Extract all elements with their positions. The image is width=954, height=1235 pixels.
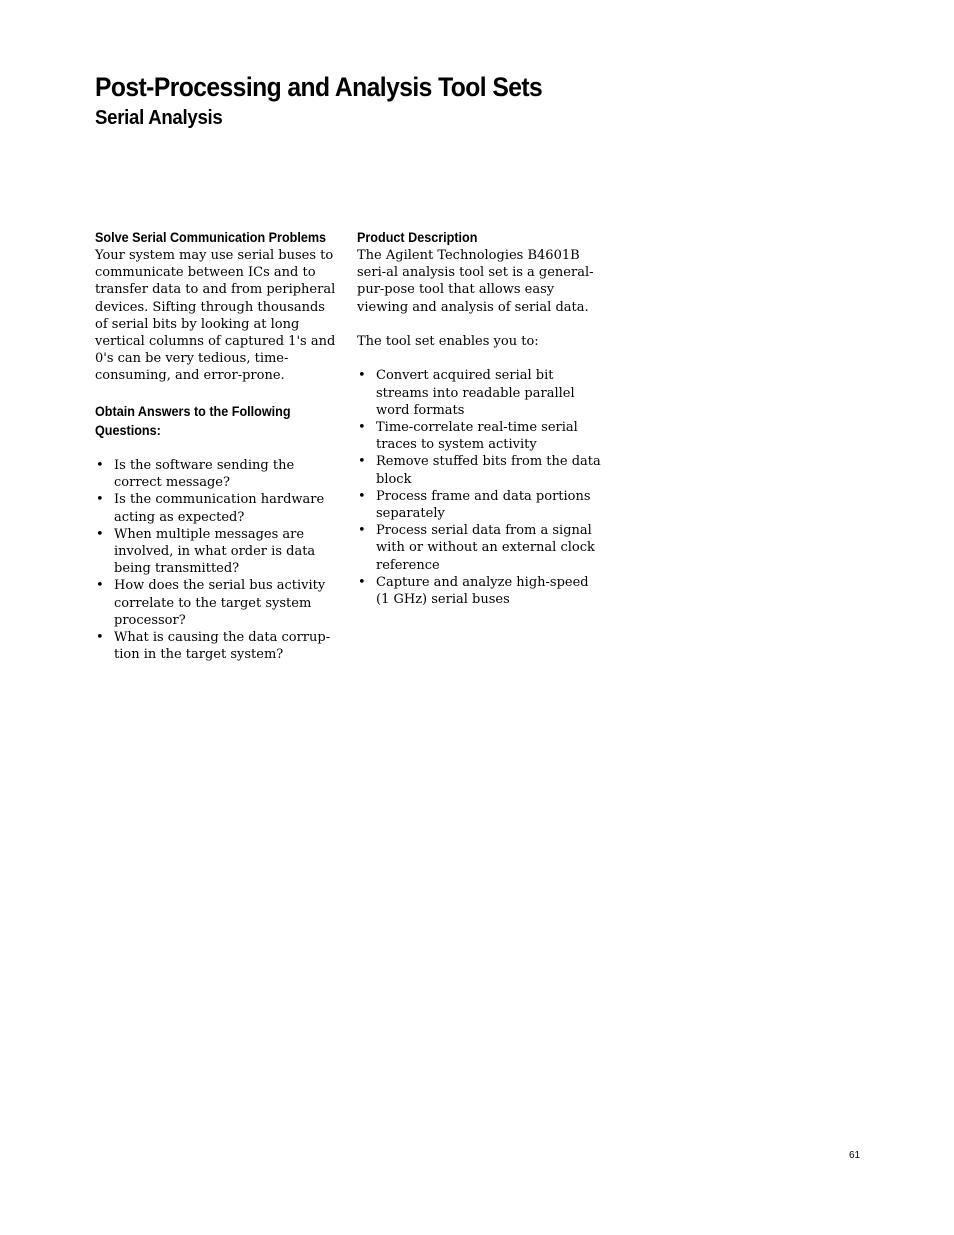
spacer [95, 440, 340, 457]
list-item-text: Remove stuffed bits from the data block [376, 454, 601, 487]
spacer [95, 385, 340, 402]
list-item-text: How does the serial bus activity correlate to the target system processor? [114, 578, 326, 628]
list-item [357, 419, 602, 453]
intro-paragraph: Your system may use serial buses to communicate between ICs and to transfer data to and from peripheral devices. Sifting through thousands of serial bits by looking at long vertical columns of captured 1's and 0's can be very tedious, time-consuming, and error-prone. [95, 248, 336, 384]
bullet-icon: • [96, 630, 104, 646]
list-item [357, 453, 602, 487]
bullet-icon: • [96, 492, 104, 508]
bullet-icon: • [358, 523, 366, 539]
list-item [357, 574, 602, 608]
right-column [357, 228, 602, 608]
list-item-text: When multiple messages are involved, in what order is data being transmitted? [114, 526, 316, 577]
bullet-icon: • [358, 574, 366, 590]
bullet-icon: • [358, 420, 366, 435]
bullet-icon: • [96, 578, 104, 594]
list-item [95, 526, 340, 578]
spacer [357, 350, 602, 367]
list-item [357, 522, 602, 574]
page-subtitle: Serial Analysis [95, 107, 223, 129]
features-list [357, 367, 602, 608]
list-item [357, 367, 602, 419]
bullet-icon: • [96, 458, 104, 473]
list-item [95, 629, 340, 663]
list-item-text: What is causing the data corrup-tion in the target system? [114, 630, 331, 663]
spacer [357, 316, 602, 333]
list-item [357, 488, 602, 522]
page-title: Post-Processing and Analysis Tool Sets [95, 72, 543, 102]
list-item-text: Process frame and data portions separately [376, 488, 591, 522]
list-item [95, 577, 340, 629]
list-item-text: Process serial data from a signal with or without an external clock reference [376, 523, 595, 573]
bullet-icon: • [96, 526, 104, 542]
list-item [95, 491, 340, 525]
product-paragraph: The Agilent Technologies B4601B seri-al analysis tool set is a general-pur-pose tool that allows easy viewing and analysis of serial data. [357, 248, 594, 315]
section-heading-product-description: Product Description [357, 229, 478, 245]
section-heading-solve-problems: Solve Serial Communication Problems [95, 229, 327, 245]
list-item-text: Convert acquired serial bit streams into readable parallel word formats [376, 368, 575, 418]
list-item-text: Time-correlate real-time serial traces to system activity [376, 420, 578, 453]
left-column [95, 228, 340, 663]
bullet-icon: • [358, 488, 366, 504]
bullet-icon: • [358, 454, 366, 470]
section-heading-questions: Obtain Answers to the Following Questions: [95, 402, 291, 438]
list-item-text: Is the communication hardware acting as expected? [114, 492, 325, 525]
list-item [95, 457, 340, 491]
list-item-text: Capture and analyze high-speed (1 GHz) serial buses [376, 574, 589, 608]
questions-list [95, 457, 340, 663]
bullet-icon: • [358, 368, 366, 384]
enables-paragraph: The tool set enables you to: [357, 334, 539, 349]
list-item-text: Is the software sending the correct message? [114, 458, 295, 491]
page-number: 61 [849, 1150, 861, 1161]
